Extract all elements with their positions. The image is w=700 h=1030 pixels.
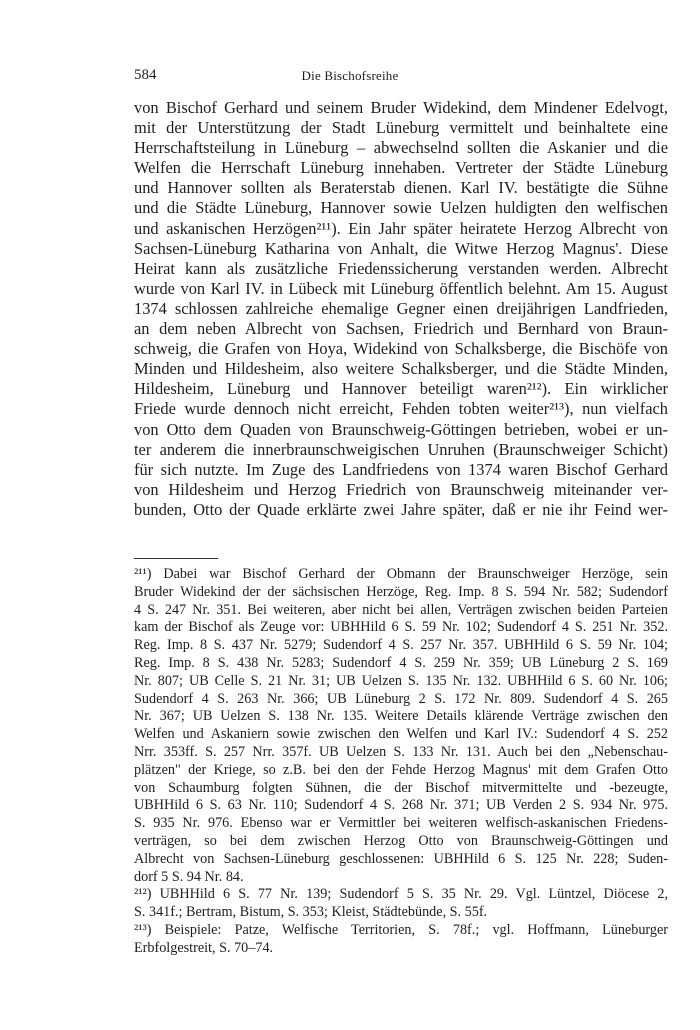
body-line: für sich nutzte. Im Zuge des Landfriedens von 1374 waren Bischof Gerhard [134,459,668,479]
body-line: und die Städte Lüneburg, Hannover sowie Uelzen huldigten den welfischen [134,198,668,218]
footnote-line: von Schaumburg folgten Sühnen, die der Bischof mitvermittelte und -bezeugte, [134,779,668,796]
footnote-line: UBHHild 6 S. 63 Nr. 110; Sudendorf 4 S. 268 Nr. 371; UB Verden 2 S. 934 Nr. 975. [134,797,668,814]
footnote-line: Nrr. 353ff. S. 257 Nrr. 357f. UB Uelzen S. 133 Nr. 131. Auch bei den „Nebenschau- [134,743,668,760]
body-line: schweig, die Grafen von Hoya, Widekind von Schalksberge, die Bischöfe von [134,339,668,359]
page-number: 584 [134,67,157,83]
footnote-line: Albrecht von Sachsen-Lüneburg geschlossenen: UBHHild 6 S. 125 Nr. 228; Suden- [134,850,668,867]
body-line: Hildesheim, Lüneburg und Hannover beteiligt waren²¹²). Ein wirklicher [134,379,668,399]
footnote-line: dorf 5 S. 94 Nr. 84. [134,868,244,885]
body-line: ter anderem die innerbraunschweigischen Unruhen (Braunschweiger Schicht) [134,439,668,459]
footnote-line: ²¹²) UBHHild 6 S. 77 Nr. 139; Sudendorf 5 S. 35 Nr. 29. Vgl. Lüntzel, Diöcese 2, [134,886,668,903]
body-line: von Otto dem Quaden von Braunschweig-Göttingen betrieben, wobei er un- [134,419,668,439]
body-line: Heirat kann als zusätzliche Friedenssicherung verstanden werden. Albrecht [134,258,668,278]
footnote-line: kam der Bischof als Zeuge vor: UBHHild 6 S. 59 Nr. 102; Sudendorf 4 S. 251 Nr. 352. [134,619,668,636]
footnote-line: Nr. 367; UB Uelzen S. 138 Nr. 135. Weitere Details klärende Verträge zwischen den [134,708,668,725]
footnote-line: Erbfolgestreit, S. 70–74. [134,939,274,956]
body-line: von Hildesheim und Herzog Friedrich von Braunschweig miteinander ver- [134,479,668,499]
footnotes [134,566,668,958]
footnote-line: Welfen und Askaniern sowie zwischen den Welfen und Karl IV.: Sudendorf 4 S. 252 [134,726,668,743]
footnote-line: Bruder Widekind der der sächsischen Herzöge, Reg. Imp. 8 S. 594 Nr. 582; Sudendorf [134,583,668,600]
footnote-line: Sudendorf 4 S. 263 Nr. 366; UB Lüneburg 2 S. 172 Nr. 809. Sudendorf 4 S. 265 [134,690,668,707]
footnote-line: S. 341f.; Bertram, Bistum, S. 353; Kleist, Städtebünde, S. 55f. [134,904,488,921]
footnote-line: 4 S. 247 Nr. 351. Bei weiteren, aber nicht bei allen, Verträgen zwischen beiden Parteien [134,601,668,618]
body-line: wurde von Karl IV. in Lübeck mit Lüneburg öffentlich belehnt. Am 15. August [134,278,668,298]
footnote-line: ²¹¹) Dabei war Bischof Gerhard der Obmann der Braunschweiger Herzöge, sein [134,566,668,582]
body-line: Minden und Hildesheim, also weitere Schalksberger, und die Städte Minden, [134,359,668,379]
body-line: Herrschaftsteilung in Lüneburg – abwechselnd sollten die Askanier und die [134,138,668,158]
body-line: Sachsen-Lüneburg Katharina von Anhalt, die Witwe Herzog Magnus'. Diese [134,238,668,258]
body-line: an dem neben Albrecht von Sachsen, Friedrich und Bernhard von Braun- [134,319,668,339]
footnote-line: S. 935 Nr. 976. Ebenso war er Vermittler bei weiteren welfisch-askanischen Friedens- [134,815,668,832]
body-line: bunden, Otto der Quade erklärte zwei Jahre später, daß er nie ihr Feind wer- [134,499,668,519]
body-text [134,98,668,520]
running-head: Die Bischofsreihe [301,68,399,83]
body-line: und Hannover sollten als Beraterstab dienen. Karl IV. bestätigte die Sühne [134,178,668,198]
body-line: Friede wurde dennoch nicht erreicht, Fehden tobten weiter²¹³), nun vielfach [134,399,668,419]
body-line: Welfen die Herrschaft Lüneburg innehaben. Vertreter der Städte Lüneburg [134,158,668,178]
footnote-line: ²¹³) Beispiele: Patze, Welfische Territorien, S. 78f.; vgl. Hoffmann, Lüneburger [134,921,668,938]
footnote-line: Nr. 807; UB Celle S. 21 Nr. 31; UB Uelzen S. 135 Nr. 132. UBHHild 6 S. 60 Nr. 106; [134,672,668,689]
body-line: und askanischen Herzögen²¹¹). Ein Jahr später heiratete Herzog Albrecht von [134,218,668,238]
footnote-line: Reg. Imp. 8 S. 437 Nr. 5279; Sudendorf 4 S. 257 Nr. 357. UBHHild 6 S. 59 Nr. 104; [134,637,668,654]
body-line: mit der Unterstützung der Stadt Lüneburg vermittelt und beinhaltete eine [134,118,668,138]
footnote-separator [134,558,218,559]
footnote-line: plätzen" der Kriege, so z.B. bei den der Fehde Herzog Magnus' mit dem Grafen Otto [134,761,668,778]
footnote-line: verträgen, so bei dem zwischen Herzog Otto von Braunschweig-Göttingen und [134,832,668,849]
body-line: 1374 schlossen zahlreiche ehemalige Gegner einen dreijährigen Landfrieden, [134,298,668,318]
footnote-line: Reg. Imp. 8 S. 438 Nr. 5283; Sudendorf 4 S. 259 Nr. 359; UB Lüneburg 2 S. 169 [134,654,668,671]
body-line: von Bischof Gerhard und seinem Bruder Widekind, dem Mindener Edelvogt, [134,98,668,117]
